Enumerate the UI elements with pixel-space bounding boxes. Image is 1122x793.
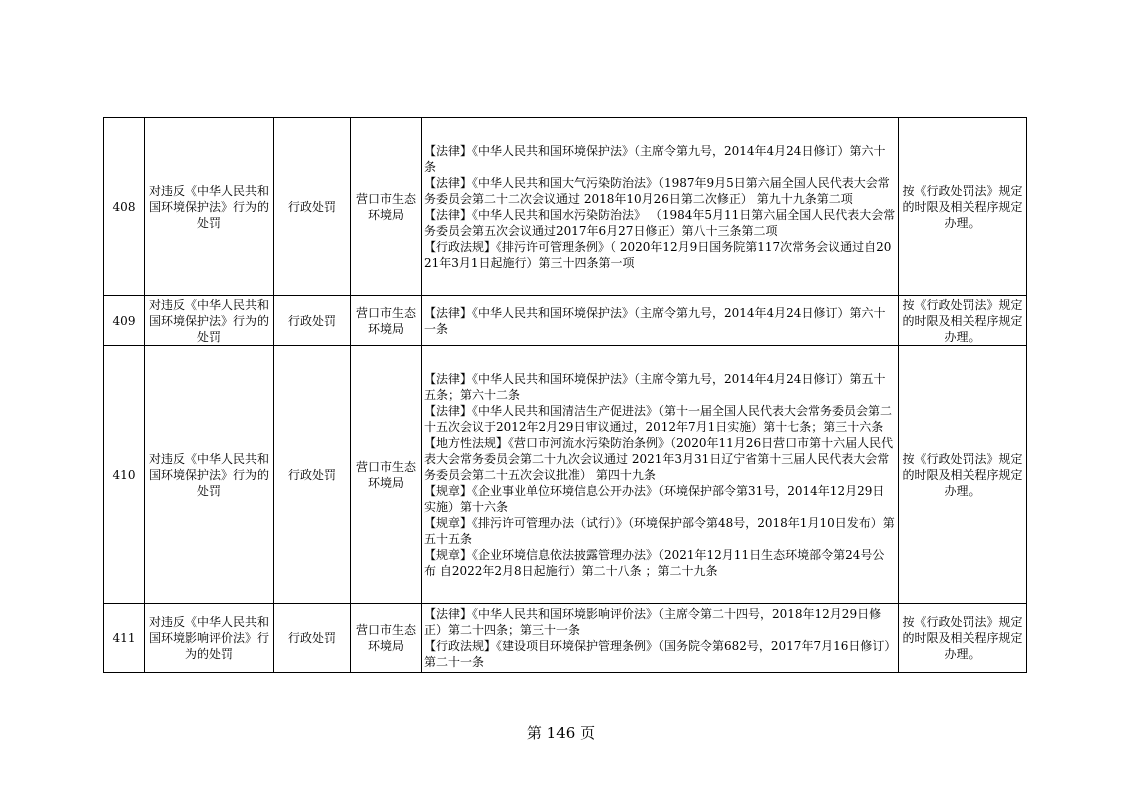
- item-name: 对违反《中华人民共和国环境保护法》行为的处罚: [145, 118, 274, 296]
- item-type: 行政处罚: [274, 346, 351, 604]
- row-number: 408: [104, 118, 145, 296]
- row-number: 410: [104, 346, 145, 604]
- row-number: 411: [104, 604, 145, 673]
- item-type: 行政处罚: [274, 296, 351, 346]
- department: 营口市生态环境局: [351, 118, 422, 296]
- page-prefix: 第: [526, 724, 542, 742]
- table-row: [104, 296, 1027, 346]
- legal-basis: [422, 346, 899, 604]
- item-name: 对违反《中华人民共和国环境影响评价法》行为的处罚: [145, 604, 274, 673]
- basis-line: 【法律】《中华人民共和国环境影响评价法》（主席令第二十四号，2018年12月29日修正）第二十四条；第三十一条: [424, 607, 882, 637]
- basis-line: 【法律】《中华人民共和国环境保护法》（主席令第九号，2014年4月24日修订）第五十五条；第六十二条: [424, 371, 886, 402]
- basis-line: 【法律】《中华人民共和国环境保护法》（主席令第九号，2014年4月24日修订）第六十一条: [424, 305, 886, 336]
- department: 营口市生态环境局: [351, 346, 422, 604]
- basis-line: 【地方性法规】《营口市河流水污染防治条例》（2020年11月26日营口市第十六届人民代表大会常务委员会第二十九次会议通过 2021年3月31日辽宁省第十三届人民代表大会常务委员会第二十五次会议批准） 第四十九条: [424, 435, 894, 482]
- item-name: 对违反《中华人民共和国环境保护法》行为的处罚: [145, 346, 274, 604]
- legal-basis: [422, 296, 899, 346]
- basis-line: 【法律】《中华人民共和国大气污染防治法》（1987年9月5日第六届全国人民代表大会常务委员会第二十二次会议通过 2018年10月26日第二次修正） 第九十九条第二项: [424, 175, 890, 206]
- table-row: [104, 346, 1027, 604]
- basis-line: 【规章】《企业环境信息依法披露管理办法》（2021年12月11日生态环境部令第24号公布 自2022年2月8日起施行）第二十八条 ；第二十九条: [424, 547, 885, 578]
- item-type: 行政处罚: [274, 604, 351, 673]
- page-suffix: 页: [580, 724, 596, 742]
- page-footer: [0, 722, 1122, 743]
- procedure: 按《行政处罚法》规定的时限及相关程序规定办理。: [899, 118, 1027, 296]
- legal-basis: [422, 118, 899, 296]
- legal-basis: [422, 604, 899, 673]
- procedure: 按《行政处罚法》规定的时限及相关程序规定办理。: [899, 346, 1027, 604]
- procedure: 按《行政处罚法》规定的时限及相关程序规定办理。: [899, 604, 1027, 673]
- basis-line: 【规章】《企业事业单位环境信息公开办法》（环境保护部令第31号，2014年12月29日实施）第十六条: [424, 483, 885, 514]
- basis-line: 【法律】《中华人民共和国环境保护法》（主席令第九号，2014年4月24日修订）第六十条: [424, 143, 886, 174]
- basis-line: 【法律】《中华人民共和国水污染防治法》 （1984年5月11日第六届全国人民代表大会常务委员会第五次会议通过2017年6月27日修正）第八十三条第二项: [424, 207, 896, 238]
- law-table: [103, 117, 1027, 673]
- procedure: 按《行政处罚法》规定的时限及相关程序规定办理。: [899, 296, 1027, 346]
- basis-line: 【法律】《中华人民共和国清洁生产促进法》（第十一届全国人民代表大会常务委员会第二十五次会议于2012年2月29日审议通过，2012年7月1日实施）第十七条；第三十六条: [424, 403, 893, 434]
- department: 营口市生态环境局: [351, 296, 422, 346]
- basis-line: 【行政法规】《建设项目环境保护管理条例》（国务院令第682号，2017年7月16日修订）第二十一条: [424, 639, 891, 669]
- row-number: 409: [104, 296, 145, 346]
- page-number: 146: [546, 724, 576, 742]
- item-name: 对违反《中华人民共和国环境保护法》行为的处罚: [145, 296, 274, 346]
- department: 营口市生态环境局: [351, 604, 422, 673]
- basis-line: 【规章】《排污许可管理办法（试行）》（环境保护部令第48号，2018年1月10日发布）第五十五条: [424, 515, 895, 546]
- item-type: 行政处罚: [274, 118, 351, 296]
- table-row: [104, 118, 1027, 296]
- table-row: [104, 604, 1027, 673]
- basis-line: 【行政法规】《排污许可管理条例》（ 2020年12月9日国务院第117次常务会议通过自2021年3月1日起施行）第三十四条第一项: [424, 239, 892, 270]
